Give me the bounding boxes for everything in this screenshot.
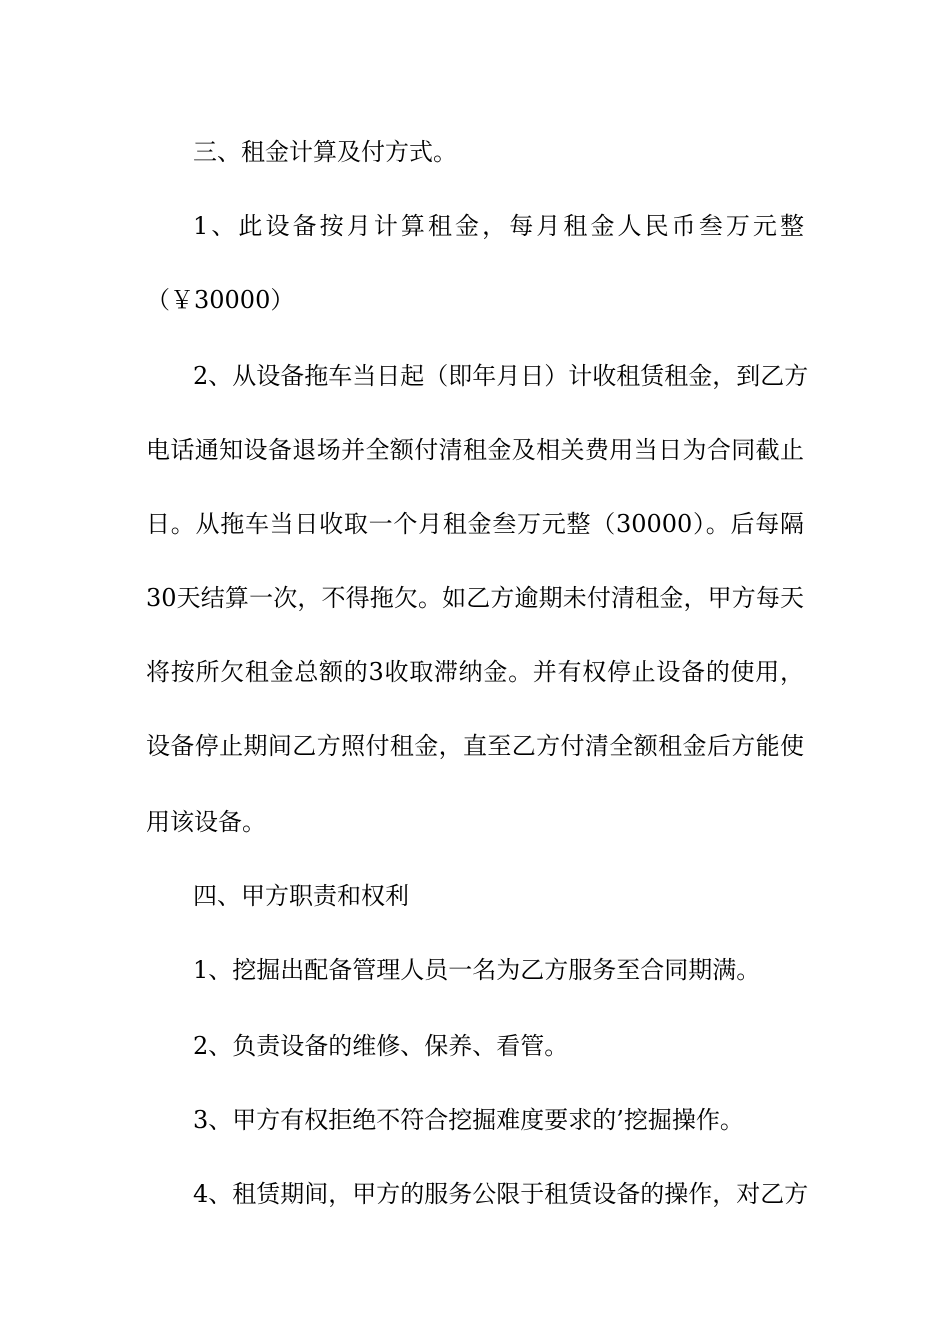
s3-item-2-line-2: 电话通知设备退场并全额付清租金及相关费用当日为合同截止 — [146, 436, 804, 464]
s3-item-2-line-6: 设备停止期间乙方照付租金，直至乙方付清全额租金后方能使 — [146, 732, 804, 760]
s4-item-2: 2、负责设备的维修、保养、看管。 — [193, 1032, 569, 1060]
s4-item-3: 3、甲方有权拒绝不符合挖掘难度要求的’挖掘操作。 — [193, 1106, 744, 1134]
section-3-heading: 三、租金计算及付方式。 — [193, 138, 457, 166]
s3-item-2-line-5: 将按所欠租金总额的3收取滞纳金。并有权停止设备的使用， — [146, 658, 804, 686]
s3-item-2-line-7: 用该设备。 — [146, 808, 266, 836]
s3-item-1-line-1: 1、此设备按月计算租金，每月租金人民币叁万元整 — [193, 212, 804, 240]
s3-item-2-line-3: 日。从拖车当日收取一个月租金叁万元整（30000）。后每隔 — [146, 510, 804, 538]
s4-item-1: 1、挖掘出配备管理人员一名为乙方服务至合同期满。 — [193, 956, 761, 984]
s3-item-2-line-4: 30天结算一次，不得拖欠。如乙方逾期未付清租金，甲方每天 — [146, 584, 804, 612]
s4-item-4-line-1: 4、租赁期间，甲方的服务公限于租赁设备的操作，对乙方 — [193, 1180, 809, 1208]
s3-item-1-line-2: （￥30000） — [146, 286, 295, 314]
section-4-heading: 四、甲方职责和权利 — [193, 882, 409, 910]
s3-item-2-line-1: 2、从设备拖车当日起（即年月日）计收租赁租金，到乙方 — [193, 362, 809, 390]
